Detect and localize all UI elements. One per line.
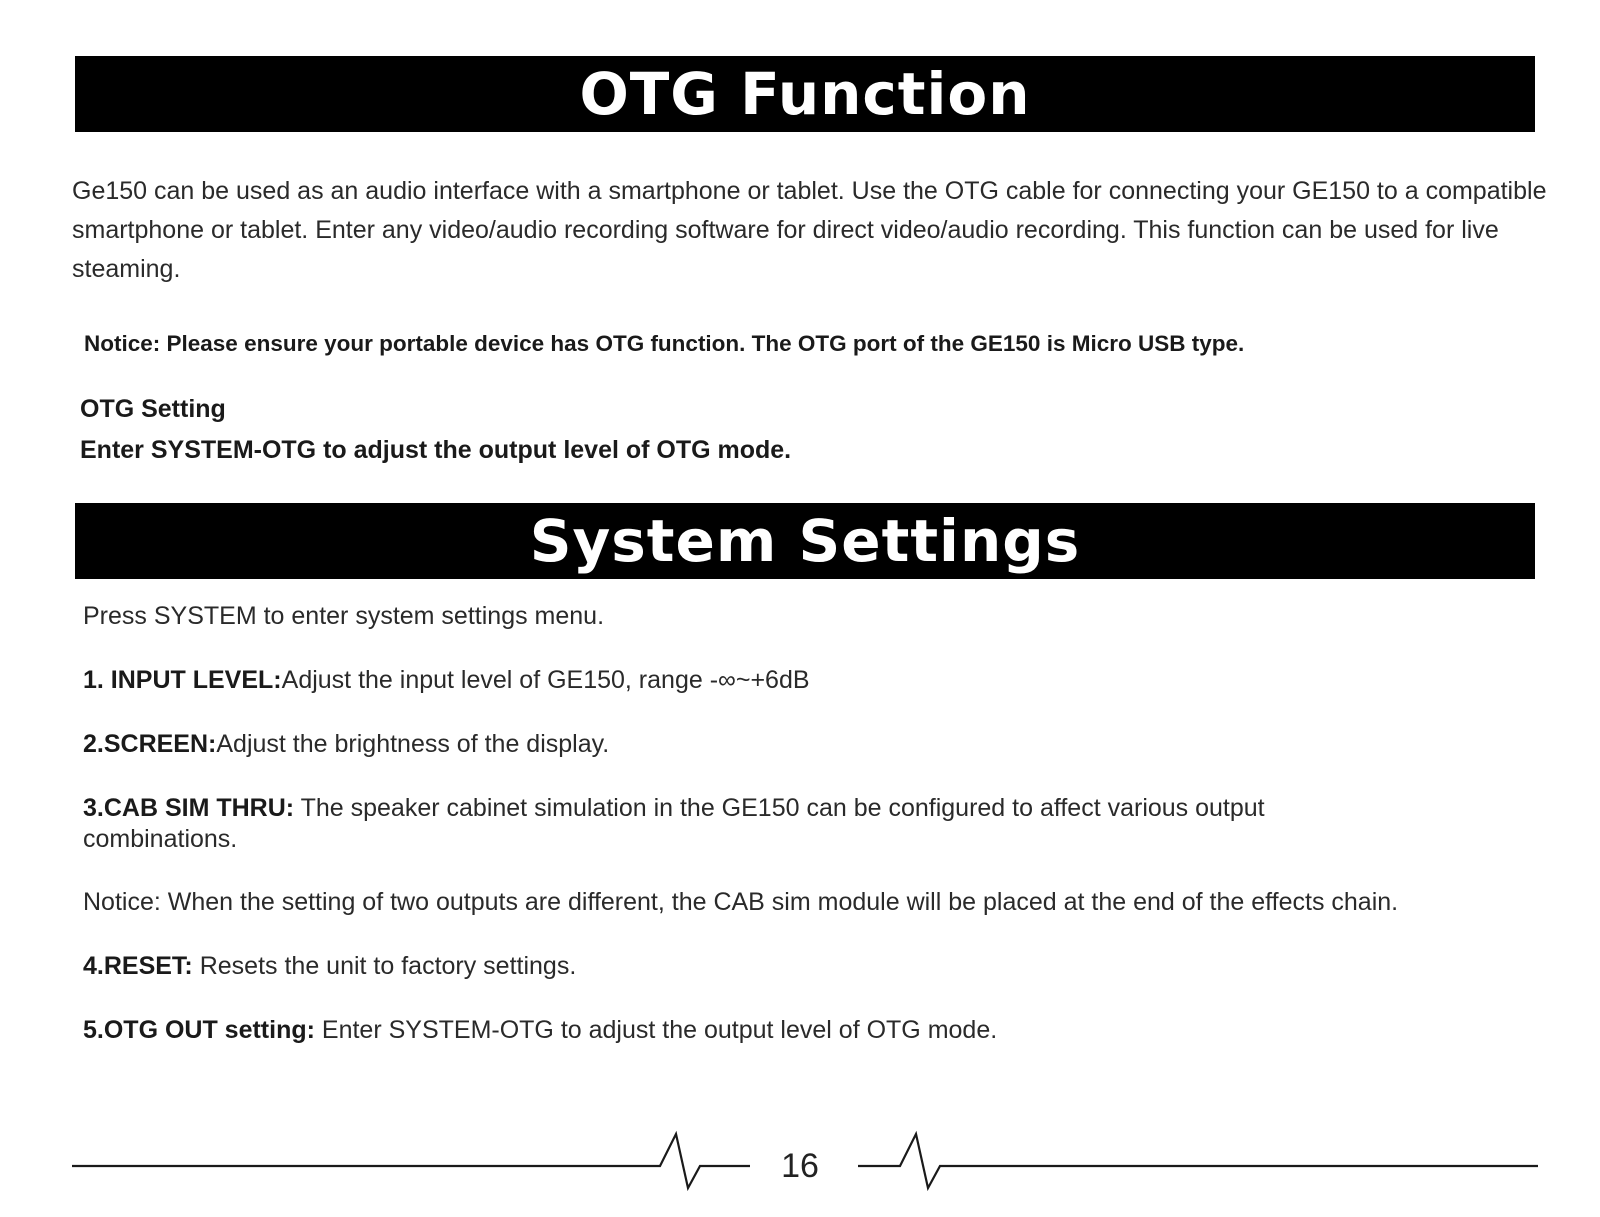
item-label: 2.SCREEN: xyxy=(83,730,217,758)
item-text: Resets the unit to factory settings. xyxy=(192,952,577,980)
otg-function-banner xyxy=(75,56,1535,132)
item-text: The speaker cabinet simulation in the GE150 can be configured to affect various output combinations. xyxy=(83,794,1265,853)
otg-function-title: OTG Function xyxy=(579,60,1031,128)
item-label: 5.OTG OUT setting: xyxy=(83,1016,315,1044)
item-text: Enter SYSTEM-OTG to adjust the output level of OTG mode. xyxy=(314,1016,998,1044)
item-text: Adjust the brightness of the display. xyxy=(216,730,610,758)
list-item-otg-out xyxy=(83,1015,997,1046)
list-item-reset xyxy=(83,951,576,982)
otg-setting-heading: OTG Setting xyxy=(80,395,226,423)
list-item-screen xyxy=(83,729,609,760)
page-number: 16 xyxy=(781,1147,819,1185)
list-item-input-level xyxy=(83,665,810,696)
footer-right-line xyxy=(858,1134,1538,1188)
system-settings-banner xyxy=(75,503,1535,579)
item-label: 4.RESET: xyxy=(83,952,193,980)
item-label: 1. INPUT LEVEL: xyxy=(83,666,282,694)
system-intro: Press SYSTEM to enter system settings menu. xyxy=(83,602,605,630)
item-label: 3.CAB SIM THRU: xyxy=(83,794,295,822)
otg-setting-block xyxy=(80,389,791,471)
otg-notice: Notice: Please ensure your portable device has OTG function. The OTG port of the GE150 is Micro USB type. xyxy=(84,331,1245,356)
otg-intro-paragraph: Ge150 can be used as an audio interface with a smartphone or tablet. Use the OTG cable for connecting your GE150 to a compatible smartphone or tablet. Enter any video/audio recording software for direct video/audio recording. This function can be used for live steaming. xyxy=(72,177,1547,283)
system-settings-title: System Settings xyxy=(529,507,1081,575)
otg-setting-text: Enter SYSTEM-OTG to adjust the output level of OTG mode. xyxy=(80,436,792,464)
item-text: Adjust the input level of GE150, range -∞~+6dB xyxy=(281,666,810,694)
footer-left-line xyxy=(72,1134,750,1188)
list-item-cab-sim-thru xyxy=(83,793,1423,855)
cab-sim-notice: Notice: When the setting of two outputs are different, the CAB sim module will be placed at the end of the effects chain. xyxy=(83,888,1399,916)
